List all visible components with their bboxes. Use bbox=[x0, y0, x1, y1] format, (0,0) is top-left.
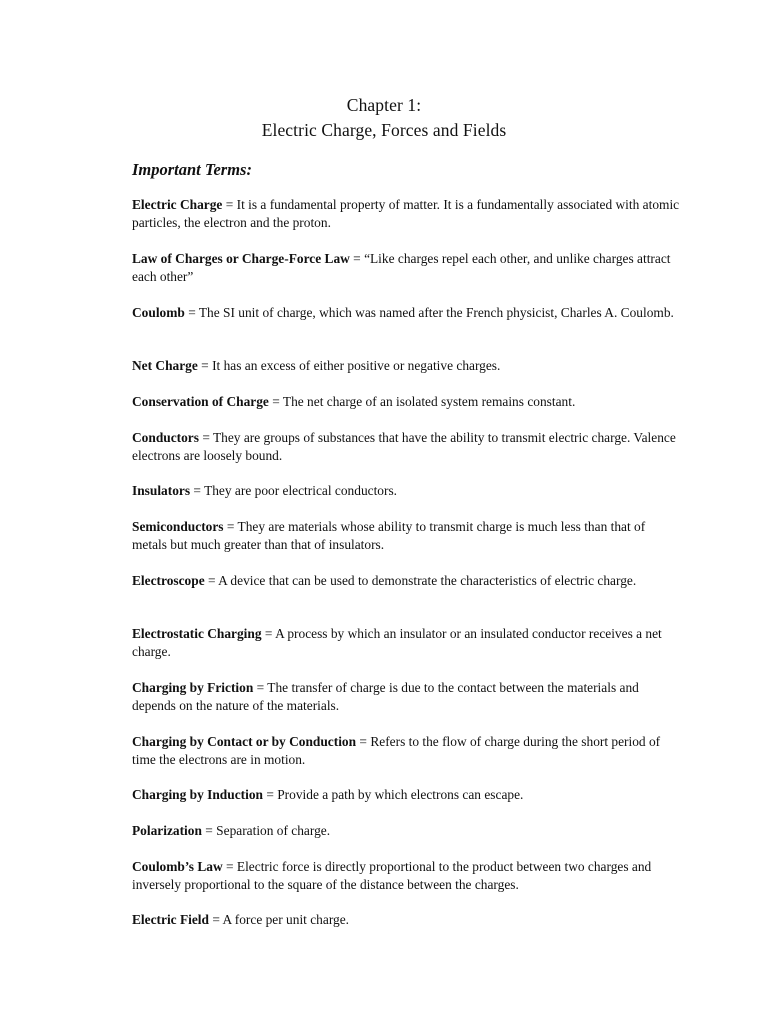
term-electric-charge: Electric Charge = It is a fundamental property of matter. It is a fundamentally associated with atomic particles, the electron and the proton. bbox=[132, 197, 680, 230]
term-polarization: Polarization = Separation of charge. bbox=[132, 823, 331, 838]
chapter-heading bbox=[0, 93, 768, 143]
term-definition: It is a fundamental property of matter. It is a fundamentally associated with atomic particles, the electron and the proton. bbox=[132, 197, 680, 230]
term-definition: They are materials whose ability to transmit charge is much less than that of metals but much greater than that of insulators. bbox=[132, 519, 646, 552]
chapter-number: Chapter 1: bbox=[346, 95, 422, 115]
term-definition: They are poor electrical conductors. bbox=[204, 483, 398, 498]
term-charging-by-induction: Charging by Induction = Provide a path by which electrons can escape. bbox=[132, 787, 524, 802]
term-name: Coulomb bbox=[132, 305, 185, 320]
term-electric-field: Electric Field = A force per unit charge. bbox=[132, 912, 350, 927]
term-definition: Electric force is directly proportional to the product between two charges and inversely proportional to the square of the distance between the charges. bbox=[132, 859, 652, 892]
term-name: Conservation of Charge bbox=[132, 394, 269, 409]
term-name: Conductors bbox=[132, 430, 199, 445]
term-electroscope: Electroscope = A device that can be used to demonstrate the characteristics of electric charge. bbox=[132, 573, 637, 588]
term-net-charge: Net Charge = It has an excess of either positive or negative charges. bbox=[132, 358, 501, 373]
term-insulators: Insulators = They are poor electrical conductors. bbox=[132, 483, 398, 498]
term-name: Net Charge bbox=[132, 358, 198, 373]
term-law-of-charges: Law of Charges or Charge-Force Law = “Like charges repel each other, and unlike charges attract each other” bbox=[132, 251, 671, 284]
term-name: Polarization bbox=[132, 823, 202, 838]
term-name: Electric Field bbox=[132, 912, 209, 927]
term-name: Coulomb’s Law bbox=[132, 859, 223, 874]
term-electrostatic-charging: Electrostatic Charging = A process by which an insulator or an insulated conductor receives a net charge. bbox=[132, 626, 662, 659]
term-name: Charging by Friction bbox=[132, 680, 254, 695]
term-definition: The net charge of an isolated system remains constant. bbox=[282, 394, 576, 409]
chapter-title: Electric Charge, Forces and Fields bbox=[261, 120, 507, 140]
term-name: Electrostatic Charging bbox=[132, 626, 262, 641]
term-definition: A force per unit charge. bbox=[222, 912, 350, 927]
term-conservation-of-charge: Conservation of Charge = The net charge of an isolated system remains constant. bbox=[132, 394, 576, 409]
term-name: Charging by Contact or by Conduction bbox=[132, 734, 357, 749]
term-definition: A process by which an insulator or an insulated conductor receives a net charge. bbox=[132, 626, 662, 659]
term-name: Insulators bbox=[132, 483, 191, 498]
term-semiconductors: Semiconductors = They are materials whose ability to transmit charge is much less than that of metals but much greater than that of insulators. bbox=[132, 519, 646, 552]
term-name: Charging by Induction bbox=[132, 787, 263, 802]
term-definition: “Like charges repel each other, and unlike charges attract each other” bbox=[132, 251, 671, 284]
term-charging-by-friction: Charging by Friction = The transfer of charge is due to the contact between the materials and depends on the nature of the materials. bbox=[132, 680, 639, 713]
term-charging-by-contact: Charging by Contact or by Conduction = Refers to the flow of charge during the short period of time the electrons are in motion. bbox=[132, 734, 661, 767]
term-definition: It has an excess of either positive or negative charges. bbox=[212, 358, 501, 373]
term-coulomb: Coulomb = The SI unit of charge, which was named after the French physicist, Charles A. Coulomb. bbox=[132, 305, 674, 320]
term-definition: The transfer of charge is due to the contact between the materials and depends on the nature of the materials. bbox=[132, 680, 639, 713]
term-definition: Separation of charge. bbox=[216, 823, 331, 838]
term-coulombs-law: Coulomb’s Law = Electric force is directly proportional to the product between two charges and inversely proportional to the square of the distance between the charges. bbox=[132, 859, 652, 892]
term-definition: Refers to the flow of charge during the short period of time the electrons are in motion. bbox=[132, 734, 661, 767]
section-title: Important Terms: bbox=[132, 160, 252, 179]
term-name: Electroscope bbox=[132, 573, 205, 588]
term-conductors: Conductors = They are groups of substances that have the ability to transmit electric charge. Valence electrons are loosely bound. bbox=[132, 430, 676, 463]
term-definition: Provide a path by which electrons can escape. bbox=[277, 787, 524, 802]
term-name: Semiconductors bbox=[132, 519, 224, 534]
term-definition: The SI unit of charge, which was named after the French physicist, Charles A. Coulomb. bbox=[198, 305, 674, 320]
term-definition: A device that can be used to demonstrate the characteristics of electric charge. bbox=[218, 573, 637, 588]
term-name: Electric Charge bbox=[132, 197, 223, 212]
term-definition: They are groups of substances that have the ability to transmit electric charge. Valence electrons are loosely bound. bbox=[132, 430, 676, 463]
term-name: Law of Charges or Charge-Force Law bbox=[132, 251, 350, 266]
